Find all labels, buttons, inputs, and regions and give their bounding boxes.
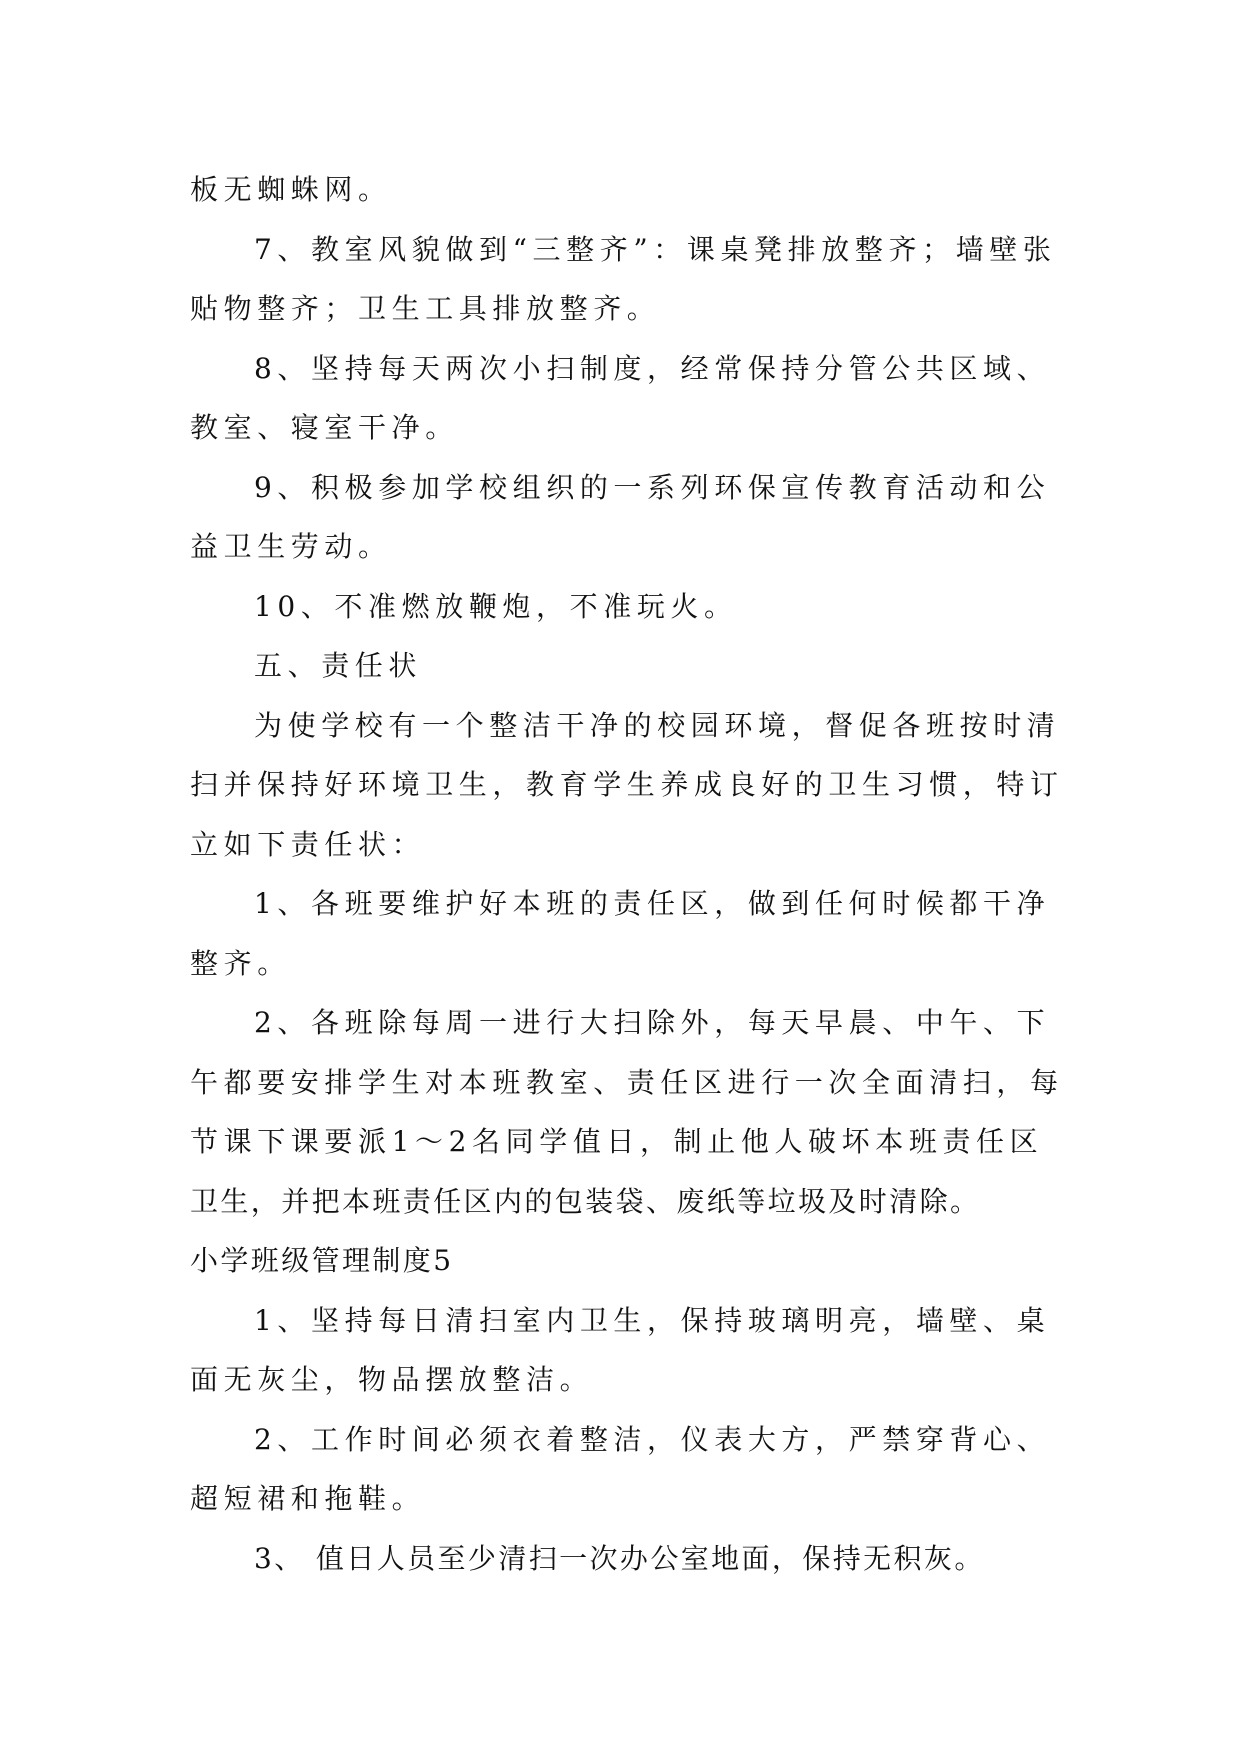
- document-body: [190, 160, 1070, 1588]
- text-line: 2、工作时间必须衣着整洁，仪表大方，严禁穿背心、: [254, 1422, 1051, 1456]
- text-line: 9、积极参加学校组织的一系列环保宣传教育活动和公: [254, 470, 1051, 504]
- text-line: 卫生，并把本班责任区内的包装袋、废纸等垃圾及时清除。: [190, 1184, 981, 1218]
- text-line: 立如下责任状：: [190, 827, 426, 861]
- section-title: 小学班级管理制度5: [190, 1244, 454, 1277]
- text-line: 为使学校有一个整洁干净的校园环境，督促各班按时清: [254, 708, 1061, 742]
- text-line: 超短裙和拖鞋。: [190, 1482, 426, 1515]
- text-line: 3、 值日人员至少清扫一次办公室地面，保持无积灰。: [254, 1541, 985, 1575]
- text-line: 贴物整齐；卫生工具排放整齐。: [190, 292, 661, 325]
- text-line: 节课下课要派1～2名同学值日，制止他人破坏本班责任区: [190, 1125, 1044, 1158]
- text-line: 10、不准燃放鞭炮，不准玩火。: [254, 589, 738, 623]
- text-line: 8、坚持每天两次小扫制度，经常保持分管公共区域、: [254, 351, 1051, 385]
- text-line: 1、各班要维护好本班的责任区，做到任何时候都干净: [254, 887, 1051, 920]
- text-line: 益卫生劳动。: [190, 530, 392, 563]
- text-line: 教室、寝室干净。: [190, 411, 459, 444]
- text-line: 扫并保持好环境卫生，教育学生养成良好的卫生习惯，特订: [190, 768, 1064, 801]
- text-line: 整齐。: [190, 946, 291, 980]
- text-line: 午都要安排学生对本班教室、责任区进行一次全面清扫，每: [190, 1065, 1064, 1099]
- text-line: 7、教室风貌做到“三整齐”：课桌凳排放整齐；墙壁张: [254, 232, 1057, 266]
- text-line: 面无灰尘，物品摆放整洁。: [190, 1363, 594, 1396]
- text-line: 2、各班除每周一进行大扫除外，每天早晨、中午、下: [254, 1006, 1051, 1039]
- section-heading: 五、责任状: [254, 649, 423, 682]
- text-line: 板无蜘蛛网。: [190, 173, 392, 206]
- text-line: 1、坚持每日清扫室内卫生，保持玻璃明亮，墙壁、桌: [254, 1303, 1051, 1337]
